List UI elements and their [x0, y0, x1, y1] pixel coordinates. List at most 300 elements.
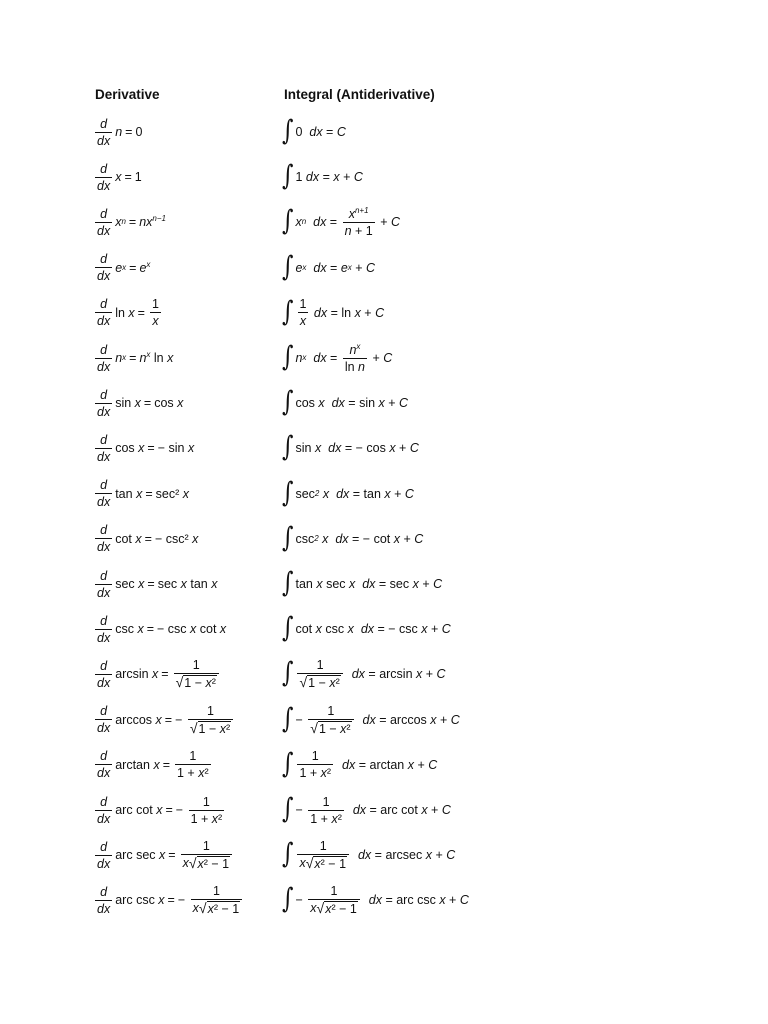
integral-sign: ∫ [282, 115, 294, 147]
math-text: + [445, 893, 460, 908]
math-symbol: arcsin [115, 667, 149, 682]
math-text [158, 577, 218, 591]
integral-formula [282, 878, 469, 922]
integral-formula [282, 652, 446, 696]
math-text [437, 713, 451, 727]
integral-body: csc 2 x dx = − cot x + C [295, 531, 424, 546]
fraction [343, 207, 375, 238]
math-variable: x [416, 667, 423, 682]
math-symbol: cot [115, 531, 132, 546]
derivative-rhs [173, 749, 213, 780]
derivative-formula [95, 788, 226, 832]
math-text [356, 713, 363, 727]
numerator: d [100, 794, 108, 809]
math-symbol: x [187, 441, 195, 456]
integral-body [295, 704, 459, 736]
math-text [306, 351, 313, 365]
numerator: d [100, 478, 108, 493]
formula-row [0, 698, 768, 742]
math-variable: C [404, 486, 414, 501]
denominator: dx [97, 811, 111, 826]
numerator: d [100, 839, 108, 854]
math-text: 1 [322, 794, 330, 809]
derivative-rhs [139, 261, 150, 275]
math-text: 1 [299, 297, 307, 312]
math-text [391, 487, 405, 501]
math-text [156, 487, 189, 501]
math-text [345, 667, 352, 681]
derivative-lhs [115, 713, 162, 727]
math-text [345, 224, 373, 238]
math-text [327, 306, 354, 320]
superscript: x [146, 349, 151, 359]
derivative-rhs [157, 622, 226, 636]
equals-sign: = [165, 803, 173, 817]
math-text: = [375, 712, 390, 727]
math-text [299, 297, 306, 311]
math-text [325, 396, 332, 410]
math-symbol: tan [295, 577, 313, 591]
numerator: d [100, 342, 108, 357]
math-symbol: cot [295, 622, 313, 637]
fraction [174, 658, 219, 690]
numerator: d [100, 704, 108, 719]
math-variable: x [430, 712, 437, 727]
derivative-rhs [135, 170, 142, 184]
derivative-lhs [115, 667, 158, 681]
radicand [198, 721, 232, 736]
math-symbol: x [137, 622, 144, 637]
math-symbol: arc [380, 803, 398, 817]
math-text: = − [341, 441, 367, 456]
math-text [362, 893, 369, 907]
derivative-rhs [139, 215, 166, 229]
math-text: 1 [212, 884, 220, 899]
math-variable: C [436, 667, 446, 682]
numerator [347, 207, 371, 222]
math-text: 1 + [310, 811, 332, 826]
math-text: ² [175, 486, 183, 501]
derivative-formula [95, 562, 218, 606]
math-symbol: x [192, 531, 199, 546]
math-text [371, 848, 426, 862]
derivative-formula [95, 381, 183, 425]
math-variable: x [322, 531, 329, 546]
math-symbol: x [182, 486, 189, 501]
numerator [310, 749, 321, 764]
math-text [295, 803, 306, 817]
math-symbol: x [136, 486, 143, 501]
derivative-lhs: x n [115, 215, 126, 230]
integral-body [295, 658, 445, 690]
denominator: dx [97, 404, 111, 419]
math-text [306, 215, 313, 229]
formula-row [0, 336, 768, 380]
numerator [150, 297, 161, 312]
math-text: 1 + [299, 766, 321, 781]
math-symbol: x [207, 902, 214, 917]
derivative-formula [95, 607, 226, 651]
math-symbol: tan [115, 486, 133, 501]
math-text [299, 766, 331, 780]
numerator: d [100, 884, 108, 899]
math-variable: x [333, 170, 340, 185]
math-text [346, 803, 353, 817]
formula-row [0, 743, 768, 787]
derivative-lhs [115, 532, 141, 546]
derivative-lhs [115, 487, 142, 501]
derivative-formula [95, 878, 244, 922]
numerator [211, 884, 222, 899]
math-symbol: cot [373, 531, 391, 546]
math-symbol: x [156, 803, 163, 817]
math-text [193, 658, 200, 672]
math-text [341, 441, 389, 455]
math-text [349, 207, 369, 221]
math-text: + [339, 170, 354, 185]
denominator: dx [97, 540, 111, 555]
math-text [139, 261, 150, 275]
math-text [349, 343, 360, 357]
math-text: − [295, 712, 307, 727]
numerator: d [100, 206, 108, 221]
math-text [428, 622, 442, 636]
math-variable: x [421, 622, 428, 637]
math-text [295, 893, 306, 907]
math-text [317, 658, 324, 672]
math-variable: dx [352, 803, 367, 817]
d-dx-operator [95, 478, 112, 509]
math-variable: C [375, 305, 385, 320]
math-text [306, 261, 313, 275]
denominator [343, 358, 367, 374]
math-text [207, 704, 214, 718]
math-text: + [436, 712, 451, 727]
integral-body [295, 884, 468, 916]
math-text [321, 441, 328, 455]
denominator: dx [97, 856, 111, 871]
integral-body [295, 170, 362, 184]
math-text: = [319, 170, 334, 185]
math-text [175, 713, 186, 727]
math-variable: x [299, 856, 306, 871]
math-variable: x [182, 856, 189, 871]
math-text: ² − 1 [213, 902, 240, 917]
math-symbol: x [138, 441, 145, 456]
integral-sign: ∫ [282, 296, 294, 328]
math-symbol: x [134, 396, 141, 411]
d-dx-operator [95, 117, 112, 148]
integral-sign: ∫ [282, 612, 294, 645]
d-dx-operator [95, 704, 112, 735]
derivative-formula [95, 110, 142, 154]
equals-sign: = [137, 305, 145, 320]
math-symbol: x [153, 757, 160, 772]
math-symbol: sin [295, 441, 312, 456]
math-text [135, 125, 142, 139]
numerator [318, 839, 329, 854]
fraction [181, 839, 233, 871]
math-text [355, 577, 362, 591]
math-variable: dx [357, 848, 372, 863]
math-text: 1 [327, 703, 335, 718]
equals-sign: = [128, 215, 137, 230]
fraction [150, 297, 161, 328]
math-symbol: sec [326, 577, 346, 591]
math-variable: C [459, 893, 469, 908]
math-text: = [344, 396, 360, 411]
derivative-lhs [115, 848, 165, 862]
math-text [349, 532, 394, 546]
math-symbol: nx [139, 215, 153, 230]
d-dx-operator [95, 795, 112, 826]
formula-row [0, 155, 768, 199]
integral-sign: ∫ [282, 386, 294, 419]
math-text: + [351, 260, 367, 275]
math-text [295, 396, 318, 410]
d-dx-operator [95, 749, 112, 780]
integral-body [295, 577, 442, 591]
math-variable: dx [313, 260, 327, 275]
math-text: 1 [330, 884, 338, 899]
integral-formula [282, 698, 460, 742]
math-variable: x [354, 305, 361, 320]
derivative-lhs [115, 441, 144, 455]
math-variable: x [318, 396, 325, 411]
math-variable: C [366, 260, 376, 275]
math-symbol: x [190, 622, 197, 637]
math-text [351, 848, 358, 862]
math-text [300, 314, 306, 328]
denominator [298, 312, 308, 328]
math-text [345, 360, 365, 374]
math-text: + [390, 486, 405, 501]
math-text [295, 487, 314, 501]
numerator [347, 343, 362, 358]
math-text: ² [226, 721, 231, 736]
derivative-lhs: n x [115, 351, 127, 365]
math-text: = [326, 215, 341, 230]
math-variable: x [322, 486, 330, 501]
denominator: dx [97, 721, 111, 736]
math-text: ² [184, 531, 193, 546]
math-variable: C [441, 622, 451, 637]
integral-sign: ∫ [282, 251, 294, 283]
formula-row [0, 607, 768, 651]
math-variable: dx [368, 893, 382, 908]
math-text [446, 893, 460, 907]
derivative-lhs [115, 622, 143, 636]
math-text: 1 [134, 170, 142, 185]
math-text [139, 351, 173, 365]
integral-formula [282, 336, 392, 380]
integral-formula [282, 291, 384, 335]
math-text: 0 [135, 125, 143, 139]
math-symbol: csc [325, 622, 345, 637]
math-text: ² − 1 [331, 902, 357, 917]
derivative-rhs [176, 795, 226, 826]
integral-formula [282, 833, 455, 877]
denominator [308, 899, 360, 916]
math-variable: x [407, 757, 414, 772]
derivative-rhs [179, 839, 235, 871]
math-text [158, 441, 195, 455]
math-symbol: x [135, 531, 142, 546]
square-root [306, 856, 347, 871]
math-symbol: csc [165, 531, 185, 546]
math-text [362, 893, 369, 907]
formula-row [0, 517, 768, 561]
math-symbol: n [358, 359, 365, 374]
denominator [343, 222, 375, 238]
radicand [183, 675, 217, 690]
integral-sign: ∫ [282, 658, 294, 690]
math-text: ² [326, 766, 332, 781]
math-variable: C [428, 757, 438, 772]
math-text [351, 848, 358, 862]
denominator [188, 719, 233, 736]
math-symbol: ln [153, 351, 164, 365]
math-text [157, 622, 226, 636]
math-symbol: arc [115, 803, 133, 817]
derivative-lhs [115, 758, 159, 772]
math-variable: x [192, 901, 199, 916]
math-text [191, 812, 223, 826]
math-text [355, 758, 407, 772]
math-text [374, 622, 421, 636]
math-text [325, 396, 332, 410]
formula-row [0, 788, 768, 832]
radical-sign: √ [316, 900, 325, 917]
math-text [295, 713, 306, 727]
math-text: = [349, 486, 364, 501]
math-text [322, 622, 348, 636]
numerator [329, 884, 340, 899]
integral-sign: ∫ [282, 567, 294, 599]
integral-sign: ∫ [282, 748, 294, 780]
math-text: ² − 1 [320, 857, 347, 872]
derivative-rhs [178, 884, 244, 916]
math-text: + [400, 531, 415, 546]
derivative-rhs [155, 532, 198, 546]
radical-sign: √ [299, 674, 308, 691]
math-text [354, 622, 361, 636]
integral-sign: ∫ [282, 703, 294, 735]
math-text [329, 487, 336, 501]
math-text [323, 577, 349, 591]
math-text [321, 441, 328, 455]
formula-row [0, 426, 768, 470]
square-root [310, 721, 351, 736]
integral-formula [282, 607, 451, 651]
math-text [428, 803, 442, 817]
radicand [307, 675, 341, 690]
fraction [189, 795, 225, 826]
derivative-rhs [172, 658, 221, 690]
denominator: dx [97, 449, 111, 464]
denominator: dx [97, 901, 111, 916]
math-text: = [371, 848, 386, 863]
math-symbol: ln [341, 305, 352, 320]
math-variable: x [295, 215, 302, 230]
math-symbol: cot [401, 803, 418, 817]
math-text [349, 487, 384, 501]
integral-formula [282, 743, 437, 787]
integral-column-header: Integral (Antiderivative) [284, 87, 435, 102]
math-symbol: cot [199, 622, 217, 637]
denominator: dx [97, 269, 111, 284]
math-variable: dx [342, 757, 356, 772]
math-symbol: sec [389, 577, 410, 591]
math-text: 1 [202, 794, 210, 809]
math-symbol: x [211, 577, 218, 591]
numerator: d [100, 749, 108, 764]
math-text [306, 215, 313, 229]
numerator: d [100, 161, 108, 176]
math-symbol: tan [363, 486, 381, 501]
math-text [306, 261, 313, 275]
formula-row [0, 878, 768, 922]
numerator [201, 839, 212, 854]
x-times-root [183, 856, 231, 871]
math-variable: C [399, 396, 409, 411]
math-variable: C [390, 215, 401, 230]
formula-row [0, 200, 768, 244]
math-text [335, 758, 342, 772]
math-text [327, 351, 341, 365]
integral-body [295, 749, 437, 780]
math-symbol: arcsin [379, 667, 413, 682]
math-text [419, 577, 433, 591]
math-text [306, 351, 313, 365]
x-times-root [299, 856, 347, 871]
math-variable: dx [362, 577, 376, 591]
integral-sign: ∫ [282, 477, 294, 509]
numerator [321, 795, 332, 810]
d-dx-operator [95, 523, 112, 554]
integral-body [295, 297, 384, 328]
math-text: + [376, 215, 391, 230]
math-text [346, 803, 353, 817]
integral-body [295, 839, 455, 871]
math-symbol: arc [396, 893, 414, 908]
math-text [366, 803, 421, 817]
x-times-root [193, 901, 241, 916]
denominator [191, 899, 243, 916]
math-text: 1 [295, 170, 306, 185]
math-symbol: csc [115, 622, 134, 637]
denominator [308, 719, 353, 736]
fraction [297, 297, 308, 328]
math-text [176, 803, 187, 817]
math-symbol: arccos [389, 712, 427, 727]
derivative-formula [95, 200, 166, 244]
math-text: 1 + [177, 766, 199, 781]
math-text: = [322, 125, 337, 139]
integral-sign: ∫ [282, 341, 294, 373]
math-symbol: x [314, 857, 321, 872]
math-symbol: csc [167, 622, 187, 637]
math-text: 1 [319, 839, 327, 854]
formula-row [0, 833, 768, 877]
d-dx-operator [95, 840, 112, 871]
math-symbol: cot [136, 803, 153, 817]
math-text [327, 704, 334, 718]
math-variable: dx [331, 396, 345, 411]
denominator: dx [97, 675, 111, 690]
integral-sign: ∫ [282, 432, 294, 464]
math-variable: dx [335, 531, 349, 546]
